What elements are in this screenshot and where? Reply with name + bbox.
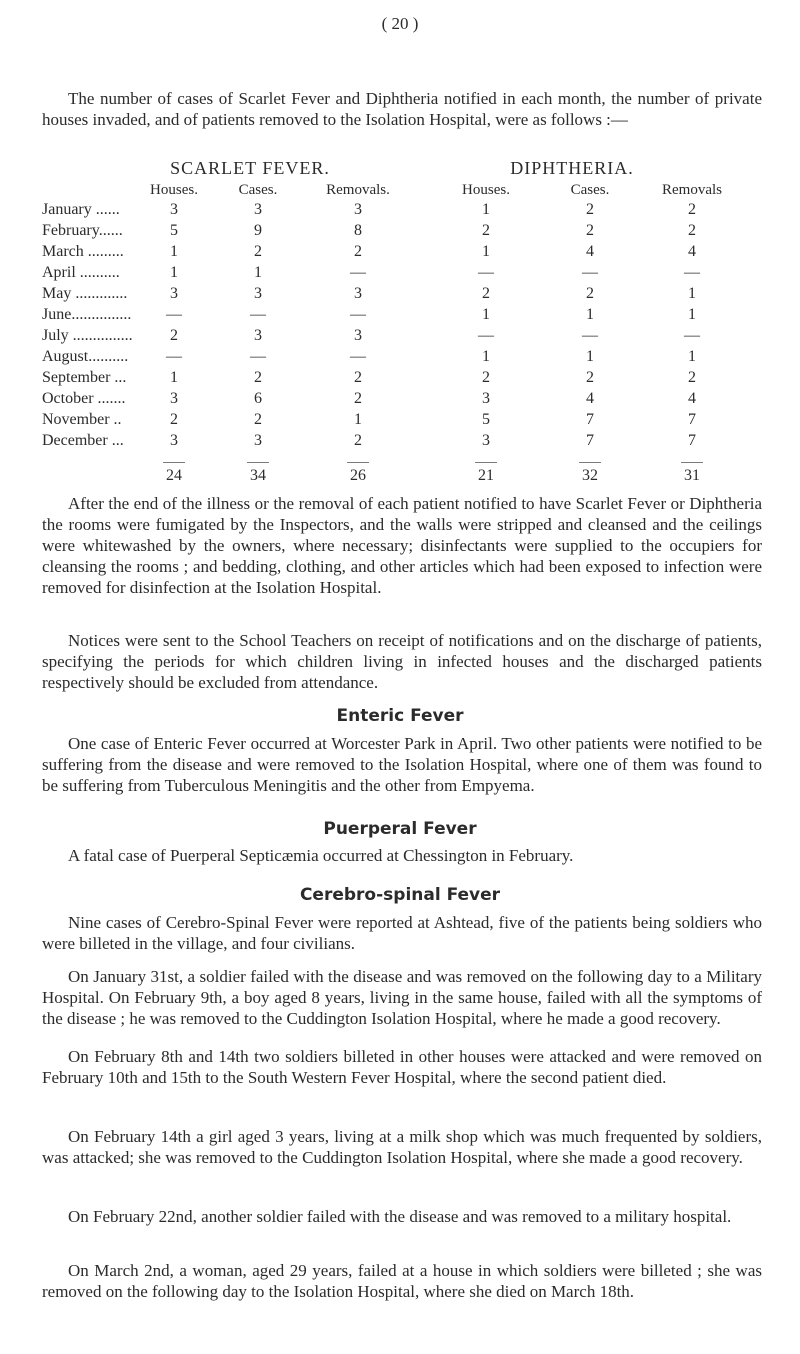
cell: — [250,348,266,365]
cell: 2 [586,285,594,302]
cell: 2 [354,390,362,407]
total-cell: 34 [250,467,266,484]
row-month: March ......... [42,243,124,260]
scarlet-fever-title: SCARLET FEVER. [170,158,330,178]
row-month: April .......... [42,264,120,281]
cell: 3 [354,201,362,218]
cell: 2 [170,327,178,344]
cell: 2 [482,369,490,386]
cell: 5 [170,222,178,239]
row-month: February...... [42,222,123,239]
row-month: November .. [42,411,122,428]
cell: 1 [170,369,178,386]
cell: 2 [586,201,594,218]
cell: 2 [688,222,696,239]
cell: 4 [586,243,594,260]
cell: — [350,348,366,365]
cell: — [350,306,366,323]
cell: — [350,264,366,281]
cell: 3 [254,201,262,218]
notices-paragraph: Notices were sent to the School Teachers on receipt of notifications and on the discharge of patients, specifying the periods for which children living in infected houses and the discharged patients respectively should be excluded from attendance. [42,631,762,692]
cell: 5 [482,411,490,428]
cell: 1 [170,243,178,260]
total-rule [347,462,369,463]
cell: — [478,264,494,281]
total-cell: 21 [478,467,494,484]
cell: 9 [254,222,262,239]
cell: 6 [254,390,262,407]
cell: — [684,327,700,344]
cell: 1 [688,285,696,302]
cell: 1 [482,306,490,323]
cell: 3 [254,327,262,344]
cell: — [582,327,598,344]
cell: 1 [354,411,362,428]
row-month: June............... [42,306,132,323]
cell: 2 [688,369,696,386]
cerebro-paragraph-6: On March 2nd, a woman, aged 29 years, failed at a house in which soldiers were billeted ; she was removed on the following day to the Isolation Hospital, where she died on March 18th. [42,1261,762,1301]
header-scarlet-cases: Cases. [238,182,278,198]
cerebro-paragraph-5: On February 22nd, another soldier failed with the disease and was removed to a military hospital. [68,1207,732,1226]
page-number: ( 20 ) [381,14,419,33]
cell: 2 [354,369,362,386]
cell: 4 [688,390,696,407]
cerebro-paragraph-2: On January 31st, a soldier failed with the disease and was removed on the following day to a Military Hospital. On February 9th, a boy aged 8 years, living in the same house, failed with all the symptoms of the disease ; he was removed to the Cuddington Isolation Hospital, where he made a good recovery. [42,967,762,1028]
cell: — [250,306,266,323]
cell: 2 [254,369,262,386]
cell: 3 [482,390,490,407]
cell: 7 [586,432,594,449]
total-cell: 31 [684,467,700,484]
cell: — [582,264,598,281]
cell: 1 [482,243,490,260]
cell: 4 [688,243,696,260]
total-cell: 32 [582,467,598,484]
row-month: January ...... [42,201,120,218]
row-month: July ............... [42,327,133,344]
cell: 1 [482,201,490,218]
header-scarlet-removals: Removals. [326,182,390,198]
cell: 2 [254,243,262,260]
total-rule [247,462,269,463]
cell: 3 [170,285,178,302]
cerebro-paragraph-3: On February 8th and 14th two soldiers billeted in other houses were attacked and were removed on February 10th and 15th to the South Western Fever Hospital, where the second patient died. [42,1047,762,1087]
cell: 1 [586,306,594,323]
row-month: September ... [42,369,127,386]
cell: 2 [354,243,362,260]
total-rule [681,462,703,463]
header-diphtheria-houses: Houses. [462,182,510,198]
cell: 1 [586,348,594,365]
cell: — [166,348,182,365]
cell: 2 [354,432,362,449]
cell: 1 [254,264,262,281]
cell: 2 [482,222,490,239]
cell: 2 [586,369,594,386]
row-month: December ... [42,432,124,449]
total-rule [579,462,601,463]
cell: 1 [688,348,696,365]
cell: 2 [254,411,262,428]
cell: 3 [482,432,490,449]
cell: 3 [354,285,362,302]
header-diphtheria-cases: Cases. [570,182,610,198]
intro-paragraph: The number of cases of Scarlet Fever and Diphtheria notified in each month, the number of private houses invaded, and of patients removed to the Isolation Hospital, were as follows :— [42,89,762,129]
cell: 3 [254,432,262,449]
cell: 3 [170,390,178,407]
cerebro-spinal-fever-heading: Cerebro-spinal Fever [299,885,501,905]
cell: — [684,264,700,281]
cell: 3 [254,285,262,302]
cell: 7 [688,411,696,428]
row-month: August.......... [42,348,129,365]
cell: 3 [354,327,362,344]
cell: 1 [482,348,490,365]
removal-paragraph: After the end of the illness or the removal of each patient notified to have Scarlet Fever or Diphtheria the rooms were fumigated by the Inspectors, and the walls were stripped and cleansed and the ceilings were whitewashed by the owners, where necessary; disinfectants were supplied to the occupiers for cleansing the rooms ; and bedding, clothing, and other articles which had been exposed to infection were removed for disinfection at the Isolation Hospital. [42,494,762,597]
cell: 7 [688,432,696,449]
enteric-fever-heading: Enteric Fever [336,706,464,726]
cell: 8 [354,222,362,239]
total-cell: 26 [350,467,366,484]
cell: — [166,306,182,323]
cell: 1 [170,264,178,281]
puerperal-paragraph: A fatal case of Puerperal Septicæmia occurred at Chessington in February. [68,846,574,865]
cell: 2 [170,411,178,428]
total-cell: 24 [166,467,182,484]
cell: 3 [170,201,178,218]
cell: 7 [586,411,594,428]
cell: — [478,327,494,344]
diphtheria-title: DIPHTHERIA. [510,158,634,178]
header-diphtheria-removals: Removals [662,182,722,198]
cell: 2 [482,285,490,302]
cell: 1 [688,306,696,323]
cell: 3 [170,432,178,449]
cerebro-paragraph-4: On February 14th a girl aged 3 years, living at a milk shop which was much frequented by soldiers, was attacked; she was removed to the Cuddington Isolation Hospital, where she made a good recovery. [42,1127,762,1167]
cell: 2 [688,201,696,218]
cell: 4 [586,390,594,407]
cerebro-paragraph-1: Nine cases of Cerebro-Spinal Fever were reported at Ashtead, five of the patients being soldiers who were billeted in the village, and four civilians. [42,913,762,953]
enteric-paragraph: One case of Enteric Fever occurred at Worcester Park in April. Two other patients were notified to be suffering from the disease and were removed to the Isolation Hospital, where one of them was found to be suffering from Tuberculous Meningitis and the other from Empyema. [42,734,762,795]
total-rule [163,462,185,463]
cell: 2 [586,222,594,239]
puerperal-fever-heading: Puerperal Fever [323,819,477,839]
header-scarlet-houses: Houses. [150,182,198,198]
row-month: May ............. [42,285,128,302]
total-rule [475,462,497,463]
row-month: October ....... [42,390,126,407]
